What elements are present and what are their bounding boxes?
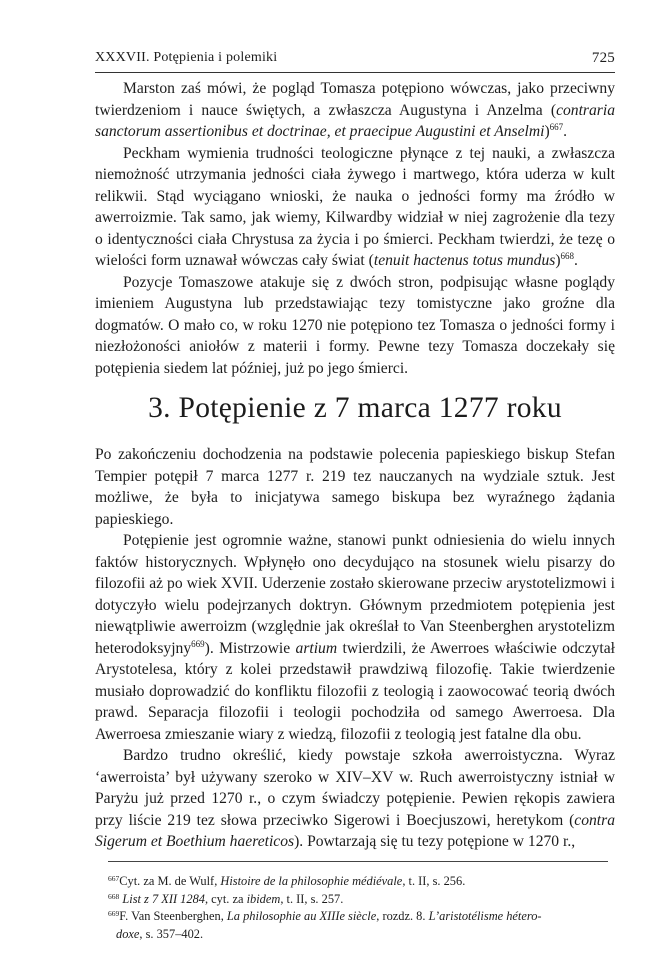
paragraph-awerroizm: Bardzo trudno określić, kiedy powstaje szkoła awerroistyczna. Wyraz ‘awerroista’ był używany szeroko w XIV–XV w. Ruch awerroistyczny istniał w Paryżu już przed 1270 r., o czym świadczy potępienie. Pewien rękopis zawiera przy liście 219 tez słowa przeciwko Sigerowi i Boecjuszowi, heretykom (contra Sigerum et Boethium haereticos). Powtarzają się tu tezy potępione w 1270 r., [95,747,615,850]
footnote-668: $^{668}$ List z 7 XII 1284, cyt. za ibidem, t. II, s. 257. [108,891,344,906]
latin-quote: contraria sanctorum assertionibus et doctrinae, et praecipue Augustini et Anselmi [95,101,615,140]
text-block-top [95,78,615,379]
paragraph-peckham: Peckham wymienia trudności teologiczne płynące z tej nauki, a zwłaszcza niemożność utrzymania jedności ciała żywego i martwego, która uderza w kult relikwii. Stąd wyciągano wnioski, że nauka o jedności formy ma źródło w awerroizmie. Tak samo, jak wiemy, Kilwardby widział w niej zagrożenie dla tezy o identyczności ciała Chrystusa za życia i po śmierci. Peckham twierdzi, że tezę o wielości form uznawał wówczas cały świat (tenuit hactenus totus mundus)$^{668}$. [95,144,615,269]
paragraph-marston: Marston zaś mówi, że pogląd Tomasza potępiono wówczas, jako przeciwny twierdzeniom i nauce świętych, a zwłaszcza Augustyna i Anzelma (contraria sanctorum assertionibus et doctrinae, et praecipue Augustini et Anselmi)$^{667}$. [95,80,615,140]
section-heading: 3. Potępienie z 7 marca 1277 roku [148,392,562,424]
latin-quote: contra Sigerum et Boethium haereticos [95,811,615,850]
footnote-ref-667[interactable]: 667 [549,122,564,132]
text-block-main [95,444,615,853]
footnote-667: $^{667}$Cyt. za M. de Wulf, Histoire de la philosophie médiévale, t. II, s. 256. [108,874,466,888]
footnote-669-continued: doxe, s. 357–402. [116,926,204,941]
running-title: XXXVII. Potępienia i polemiki [95,50,278,65]
latin-term: artium [295,639,338,657]
footnote-rule [108,861,608,862]
running-header [95,50,615,70]
footnotes [100,873,615,943]
paragraph-tempier: Po zakończeniu dochodzenia na podstawie polecenia papieskiego biskup Stefan Tempier potępił 7 marca 1277 r. 219 tez nauczanych na wydziale sztuk. Jest możliwe, że była to inicjatywa samego biskupa bez wyraźnego żądania papieskiego. [95,446,615,528]
paragraph-pozycje: Pozycje Tomaszowe atakuje się z dwóch stron, podpisując własne poglądy imieniem Augustyna lub przedstawiając tezy tomistyczne jako groźne dla dogmatów. O mało co, w roku 1270 nie potępiono tez Tomasza o jedności formy i niezłożoności aniołów z materii i formy. Pewne tezy Tomasza doczekały się potępienia siedem lat później, już po jego śmierci. [95,273,615,377]
footnote-ref-669[interactable]: 669 [191,638,205,649]
latin-quote: tenuit hactenus totus mundus [373,252,556,269]
header-rule [95,72,615,73]
footnote-ref-668[interactable]: 668 [560,251,575,261]
page-number: 725 [591,50,615,66]
paragraph-potepienie: Potępienie jest ogromnie ważne, stanowi punkt odniesienia do wielu innych faktów historycznych. Wpłynęło ono decydująco na stosunek wielu pisarzy do filozofii aż po wiek XVII. Uderzenie zostało skierowane przeciw arystotelizmowi i dotyczyło wielu podejrzanych doktryn. Głównym przedmiotem potępienia jest niewątpliwie awerroizm (względnie jak określał to Van Steenberghen arystotelizm heterodoksyjny$^{669}$). Mistrzowie artium twierdzili, że Awerroes właściwie odczytał Arystotelesa, który z kolei przedstawił prawdziwą filozofię. Takie twierdzenie musiało doprowadzić do konfliktu filozofii z teologią i zaowocować teorią dwóch prawd. Separacja filozofii i teologii pochodziła od samego Awerroesa. Dla Awerroesa zmieszanie wiary z wiedzą, filozofii z teologią jest fatalne dla obu. [95,532,615,743]
footnote-669: $^{669}$F. Van Steenberghen, La philosophie au XIIIe siècle, rozdz. 8. L’aristotélisme hétero- [108,909,542,923]
